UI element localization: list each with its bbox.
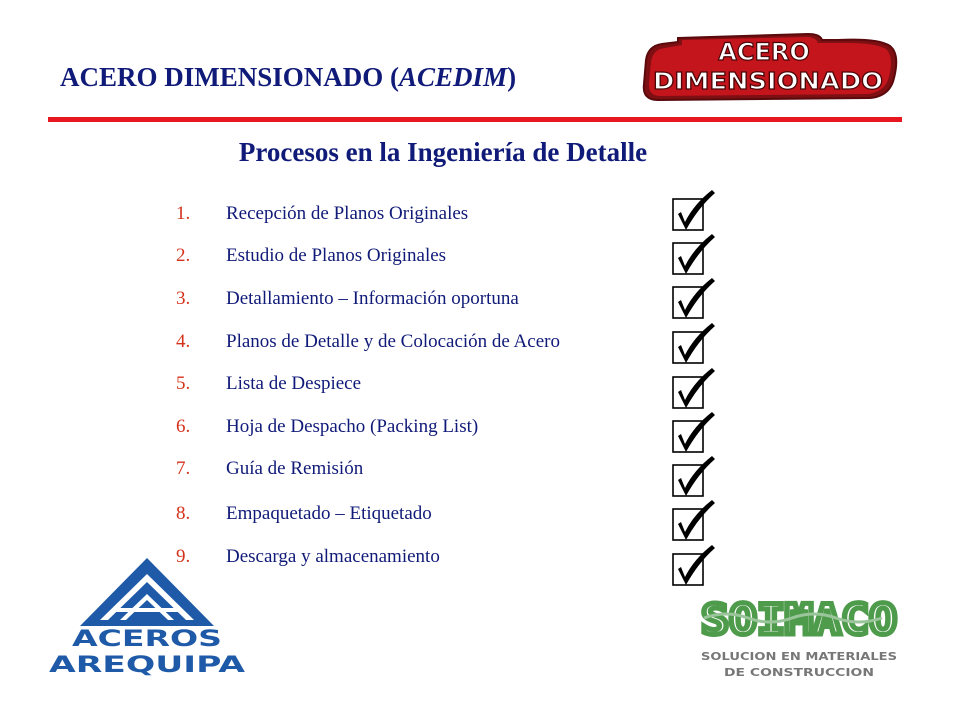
step-text: Empaquetado – Etiquetado [226,503,432,524]
step-number: 1. [176,203,191,224]
soimaco-tagline-line2: DE CONSTRUCCION [724,666,874,679]
soimaco-tagline-line1: SOLUCION EN MATERIALES [701,650,898,663]
step-text: Hoja de Despacho (Packing List) [226,416,479,437]
checkbox-checked-icon [670,232,718,278]
step-number: 7. [176,458,191,479]
checkbox-checked-icon [670,454,718,500]
step-number: 9. [176,546,191,567]
checkbox-checked-icon [670,366,718,412]
step-number: 3. [176,288,191,309]
slide-title [60,62,516,93]
arequipa-text: AREQUIPA [49,653,245,678]
step-text: Estudio de Planos Originales [226,245,447,266]
section-subtitle: Procesos en la Ingeniería de Detalle [238,137,648,167]
aceros-arequipa-logo [44,556,250,680]
checkbox-checked-icon [670,498,718,544]
title-text: ACERO DIMENSIONADO ( [60,62,400,92]
checkbox-checked-icon [670,188,718,234]
title-close: ) [507,62,517,92]
logo-dimensionado-text: DIMENSIONADO [653,69,883,95]
step-number: 2. [176,245,191,266]
soimaco-brand-text: SOIMACO [701,595,897,644]
checkbox-checked-icon [670,321,718,367]
step-number: 6. [176,416,191,437]
title-acronym: ACEDIM [399,62,508,92]
acero-dimensionado-logo [638,30,900,106]
step-text: Planos de Detalle y de Colocación de Acero [226,331,560,352]
soimaco-logo [696,590,902,686]
step-text: Guía de Remisión [226,458,364,479]
step-text: Recepción de Planos Originales [226,203,469,224]
checkbox-checked-icon [670,276,718,322]
checkbox-checked-icon [670,543,718,589]
step-number: 4. [176,331,191,352]
step-number: 8. [176,503,191,524]
aceros-text: ACEROS [72,627,222,652]
header-divider [48,117,902,122]
step-text: Lista de Despiece [226,373,362,394]
step-number: 5. [176,373,191,394]
step-text: Descarga y almacenamiento [226,546,440,567]
checkbox-checked-icon [670,410,718,456]
step-text: Detallamiento – Información oportuna [226,288,519,309]
logo-acero-text: ACERO [718,38,810,66]
